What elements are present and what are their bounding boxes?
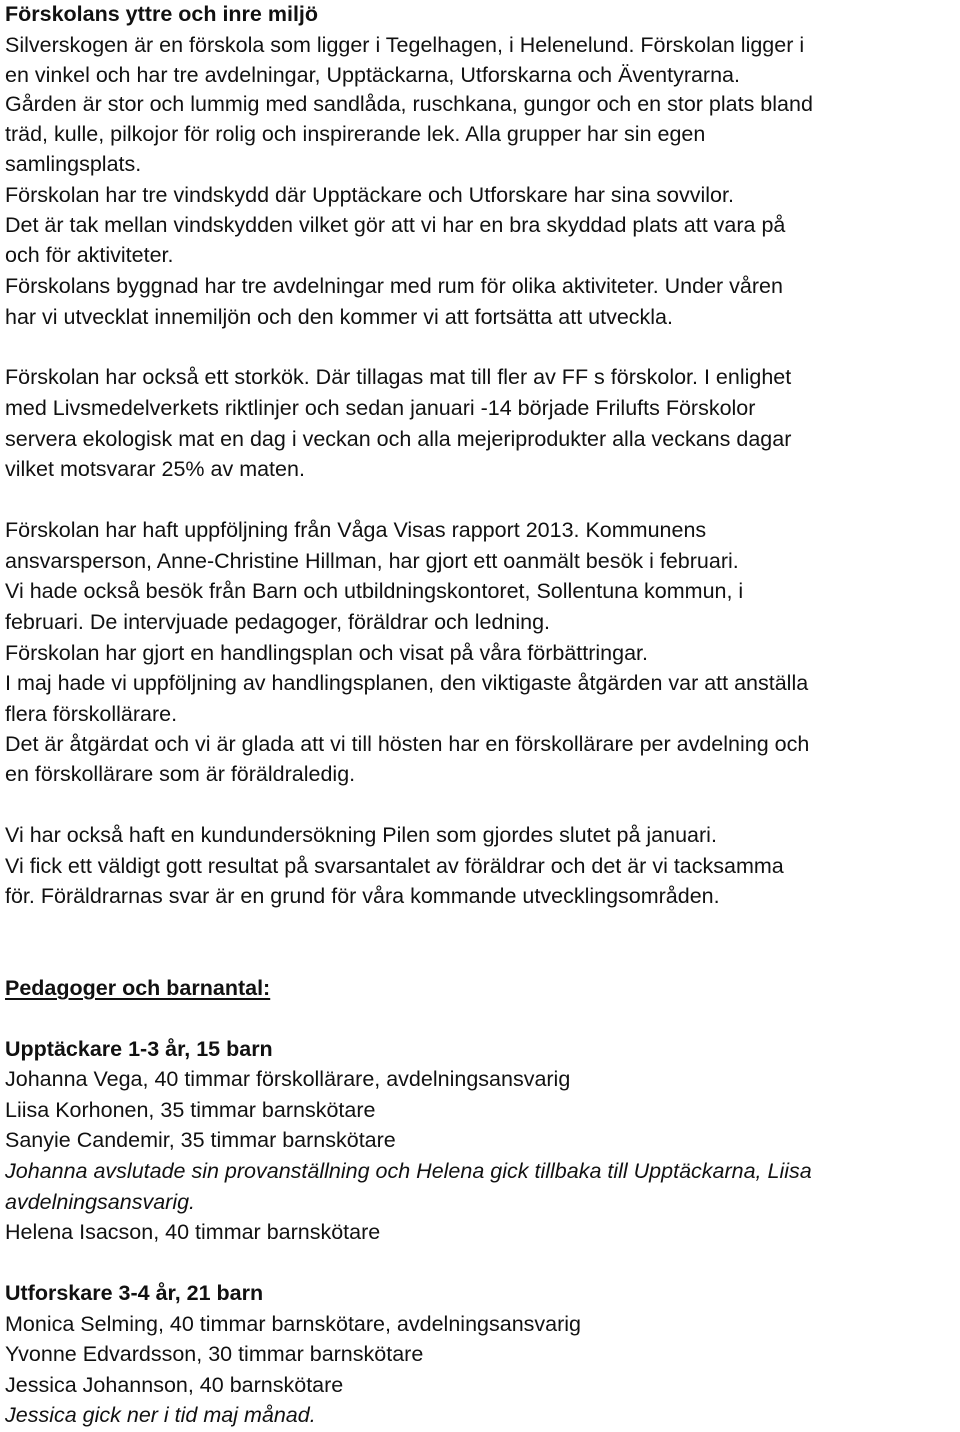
paragraph-line: Gården är stor och lummig med sandlåda, ruschkana, gungor och en stor plats bland [5,92,813,116]
paragraph-line: Vi har också haft en kundundersökning Pilen som gjordes slutet på januari. [5,823,717,847]
paragraph-line: Vi fick ett väldigt gott resultat på svarsantalet av föräldrar och det är vi tacksamma [5,854,784,878]
paragraph-line: Förskolan har haft uppföljning från Våga Visas rapport 2013. Kommunens [5,518,707,542]
paragraph-line: träd, kulle, pilkojor för rolig och inspirerande lek. Alla grupper har sin egen [5,122,706,146]
staff-line: Helena Isacson, 40 timmar barnskötare [5,1220,381,1244]
paragraph-line: vilket motsvarar 25% av maten. [5,457,305,481]
staff-line: Jessica Johannson, 40 barnskötare [5,1373,344,1397]
staff-note: avdelningsansvarig. [5,1190,196,1214]
paragraph-line: Det är åtgärdat och vi är glada att vi till hösten har en förskollärare per avdelning och [5,732,810,756]
staff-line: Johanna Vega, 40 timmar förskollärare, avdelningsansvarig [5,1067,571,1091]
staff-line: Sanyie Candemir, 35 timmar barnskötare [5,1128,396,1152]
paragraph-line: I maj hade vi uppföljning av handlingsplanen, den viktigaste åtgärden var att anställa [5,671,809,695]
paragraph-line: en vinkel och har tre avdelningar, Upptäckarna, Utforskarna och Äventyrarna. [5,63,740,87]
group-heading-utforskare: Utforskare 3-4 år, 21 barn [5,1281,264,1305]
staff-note: Jessica gick ner i tid maj månad. [5,1403,316,1427]
paragraph-line: Förskolan har också ett storkök. Där tillagas mat till fler av FF s förskolor. I enlighet [5,365,792,389]
paragraph-line: samlingsplats. [5,152,142,176]
staff-note: Johanna avslutade sin provanställning och Helena gick tillbaka till Upptäckarna, Liisa [5,1159,812,1183]
staff-line: Yvonne Edvardsson, 30 timmar barnskötare [5,1342,424,1366]
section-heading-pedagoger: Pedagoger och barnantal: [5,976,271,1000]
paragraph-line: en förskollärare som är föräldraledig. [5,762,356,786]
paragraph-line: Vi hade också besök från Barn och utbildningskontoret, Sollentuna kommun, i [5,579,744,603]
group-heading-upptackare: Upptäckare 1-3 år, 15 barn [5,1037,273,1061]
paragraph-line: Förskolan har gjort en handlingsplan och visat på våra förbättringar. [5,641,648,665]
paragraph-line: har vi utvecklat innemiljön och den kommer vi att fortsätta att utveckla. [5,305,673,329]
paragraph-line: Förskolan har tre vindskydd där Upptäckare och Utforskare har sina sovvilor. [5,183,734,207]
paragraph-line: flera förskollärare. [5,702,178,726]
paragraph-line: servera ekologisk mat en dag i veckan och alla mejeriprodukter alla veckans dagar [5,427,792,451]
paragraph-line: med Livsmedelverkets riktlinjer och sedan januari -14 började Frilufts Förskolor [5,396,756,420]
paragraph-line: Det är tak mellan vindskydden vilket gör att vi har en bra skyddad plats att vara på [5,213,786,237]
paragraph-line: Förskolans byggnad har tre avdelningar med rum för olika aktiviteter. Under våren [5,274,783,298]
section-heading-miljo: Förskolans yttre och inre miljö [5,2,319,26]
paragraph-line: och för aktiviteter. [5,243,174,267]
paragraph-line: ansvarsperson, Anne-Christine Hillman, har gjort ett oanmält besök i februari. [5,549,739,573]
staff-line: Monica Selming, 40 timmar barnskötare, avdelningsansvarig [5,1312,581,1336]
staff-line: Liisa Korhonen, 35 timmar barnskötare [5,1098,376,1122]
paragraph-line: för. Föräldrarnas svar är en grund för våra kommande utvecklingsområden. [5,884,720,908]
paragraph-line: februari. De intervjuade pedagoger, föräldrar och ledning. [5,610,551,634]
paragraph-line: Silverskogen är en förskola som ligger i Tegelhagen, i Helenelund. Förskolan ligger i [5,33,805,57]
